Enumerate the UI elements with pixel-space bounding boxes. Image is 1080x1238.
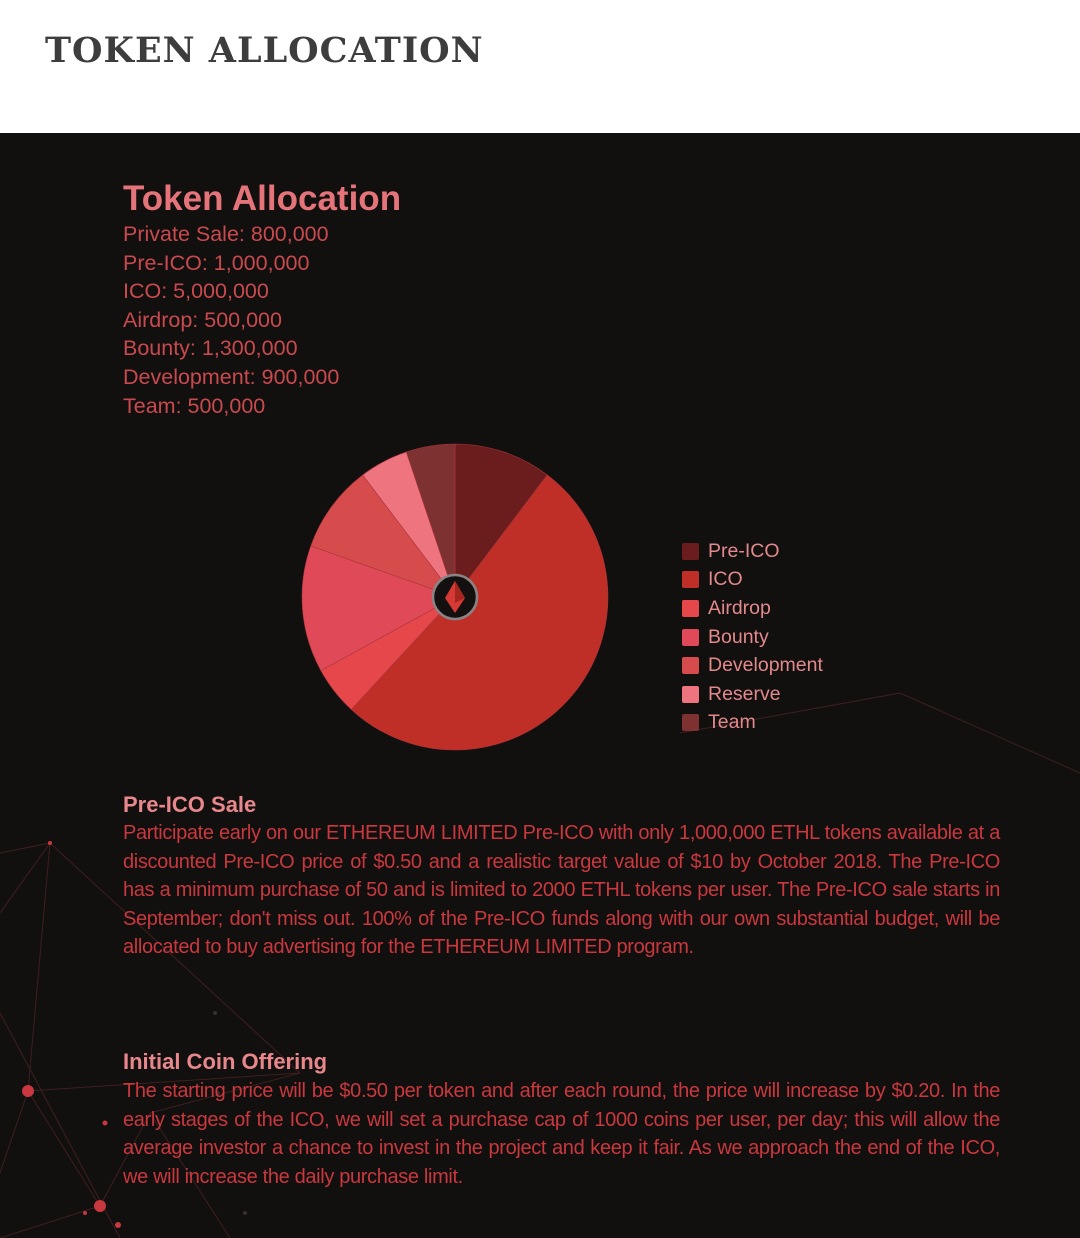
legend-item	[682, 537, 823, 566]
chart-legend	[682, 537, 823, 737]
legend-item	[682, 566, 823, 595]
ethereum-icon	[433, 575, 477, 619]
section-body-ico: The starting price will be $0.50 per token and after each round, the price will increase by $0.20. In the early stages of the ICO, we will set a purchase cap of 1000 coins per user, per day; this will allow the average investor a chance to invest in the project and keep it fair. As we approach the end of the ICO, we will increase the daily purchase limit.	[123, 1080, 1000, 1188]
allocation-item: Private Sale: 800,000	[123, 222, 329, 246]
legend-swatch	[682, 629, 699, 646]
section-title-pre-ico: Pre-ICO Sale	[123, 792, 257, 817]
legend-swatch	[682, 657, 699, 674]
legend-item	[682, 680, 823, 709]
legend-swatch	[682, 686, 699, 703]
legend-swatch	[682, 600, 699, 617]
allocation-pie-chart	[295, 440, 615, 760]
legend-label: Airdrop	[708, 596, 771, 619]
section-body-pre-ico: Participate early on our ETHEREUM LIMITED Pre-ICO with only 1,000,000 ETHL tokens available at a discounted Pre-ICO price of $0.50 and a realistic target value of $10 by October 2018. The Pre-ICO has a minimum purchase of 50 and is limited to 2000 ETHL tokens per user. The Pre-ICO sale starts in September; don't miss out. 100% of the Pre-ICO funds along with our own substantial budget, will be allocated to buy advertising for the ETHEREUM LIMITED program.	[123, 822, 1000, 959]
allocation-list	[123, 220, 339, 420]
legend-label: Bounty	[708, 625, 769, 648]
legend-label: Reserve	[708, 682, 781, 705]
allocation-item: Bounty: 1,300,000	[123, 336, 298, 361]
legend-swatch	[682, 543, 699, 560]
legend-label: ICO	[708, 568, 743, 591]
allocation-item: Team: 500,000	[123, 393, 266, 418]
legend-label: Development	[708, 654, 823, 677]
allocation-item: Development: 900,000	[123, 364, 340, 389]
legend-label: Team	[708, 711, 756, 734]
legend-item	[682, 623, 823, 652]
allocation-title: Token Allocation	[123, 179, 402, 218]
page-title: TOKEN ALLOCATION	[45, 30, 484, 71]
legend-item	[682, 709, 823, 738]
allocation-item: Pre-ICO: 1,000,000	[123, 250, 310, 275]
legend-swatch	[682, 714, 699, 731]
legend-label: Pre-ICO	[708, 539, 780, 562]
legend-item	[682, 651, 823, 680]
legend-swatch	[682, 571, 699, 588]
token-allocation-image	[0, 133, 1080, 1238]
allocation-item: Airdrop: 500,000	[123, 307, 282, 332]
allocation-item: ICO: 5,000,000	[123, 279, 269, 304]
page-header	[0, 0, 1080, 133]
legend-item	[682, 594, 823, 623]
section-title-ico: Initial Coin Offering	[123, 1049, 328, 1074]
